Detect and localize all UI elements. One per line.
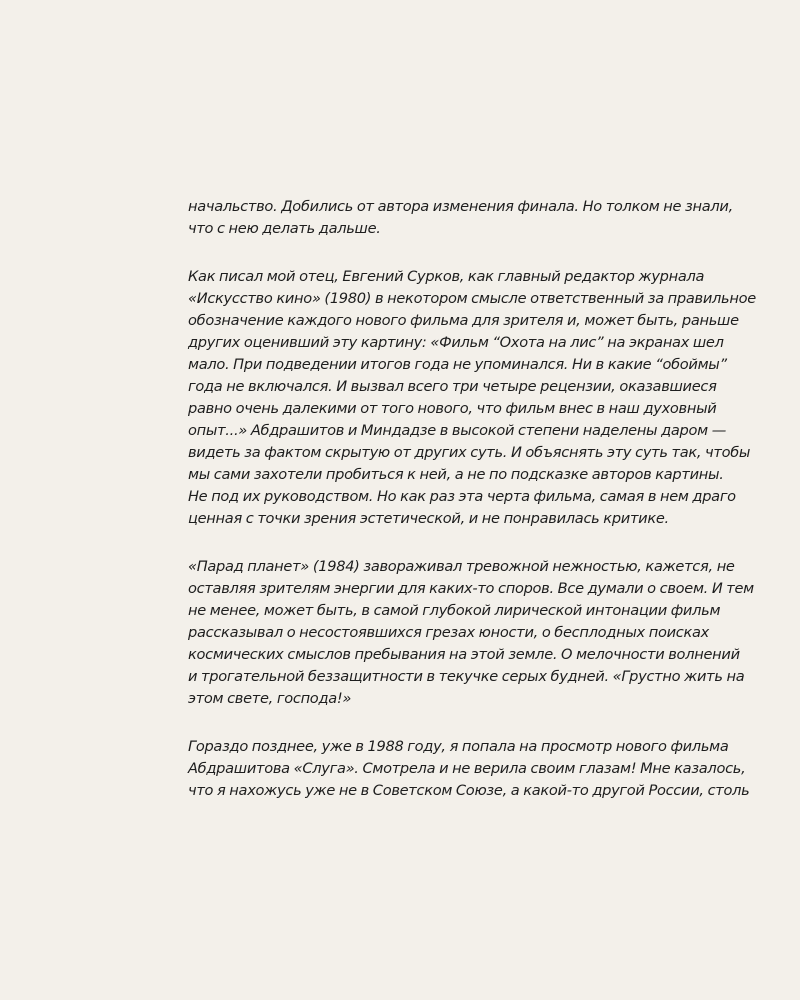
text-line: Абдрашитова «Слуга». Смотрела и не верила своим глазам! Мне казалось, (188, 760, 746, 777)
text-line: Гораздо позднее, уже в 1988 году, я попала на просмотр нового фильма (188, 738, 729, 755)
text-line: что с нею делать дальше. (188, 220, 381, 237)
text-line: рассказывал о несостоявшихся грезах юности, о бесплодных поисках (188, 624, 709, 641)
paragraph-1 (188, 196, 733, 240)
paragraph-2 (188, 266, 756, 530)
text-line: видеть за фактом скрытую от других суть. И объяснять эту суть так, чтобы (188, 444, 751, 461)
text-line: других оценивший эту картину: «Фильм “Охота на лис” на экранах шел (188, 334, 724, 351)
paragraph-3 (188, 556, 754, 710)
text-line: и трогательной беззащитности в текучке серых будней. «Грустно жить на (188, 668, 745, 685)
text-line: года не включался. И вызвал всего три четыре рецензии, оказавшиеся (188, 378, 717, 395)
text-line: что я нахожусь уже не в Советском Союзе, а какой-то другой России, столь (188, 782, 750, 799)
text-line: равно очень далекими от того нового, что фильм внес в наш духовный (188, 400, 717, 417)
text-line: не менее, может быть, в самой глубокой лирической интонации фильм (188, 602, 721, 619)
text-line: Не под их руководством. Но как раз эта черта фильма, самая в нем драго (188, 488, 736, 505)
paragraph-4 (188, 736, 750, 802)
text-line: оставляя зрителям энергии для каких-то споров. Все думали о своем. И тем (188, 580, 754, 597)
text-line: Как писал мой отец, Евгений Сурков, как главный редактор журнала (188, 268, 705, 285)
text-line: начальство. Добились от автора изменения финала. Но толком не знали, (188, 198, 733, 215)
text-page (188, 196, 756, 828)
text-line: опыт...» Абдрашитов и Миндадзе в высокой степени наделены даром — (188, 422, 726, 439)
text-line: «Искусство кино» (1980) в некотором смысле ответственный за правильное (188, 290, 756, 307)
text-line: мало. При подведении итогов года не упоминался. Ни в какие “обоймы” (188, 356, 727, 373)
text-line: мы сами захотели пробиться к ней, а не по подсказке авторов картины. (188, 466, 724, 483)
text-line: космических смыслов пребывания на этой земле. О мелочности волнений (188, 646, 740, 663)
text-line: «Парад планет» (1984) завораживал тревожной нежностью, кажется, не (188, 558, 735, 575)
text-line: обозначение каждого нового фильма для зрителя и, может быть, раньше (188, 312, 739, 329)
text-line: этом свете, господа!» (188, 690, 352, 707)
text-line: ценная с точки зрения эстетической, и не понравилась критике. (188, 510, 669, 527)
